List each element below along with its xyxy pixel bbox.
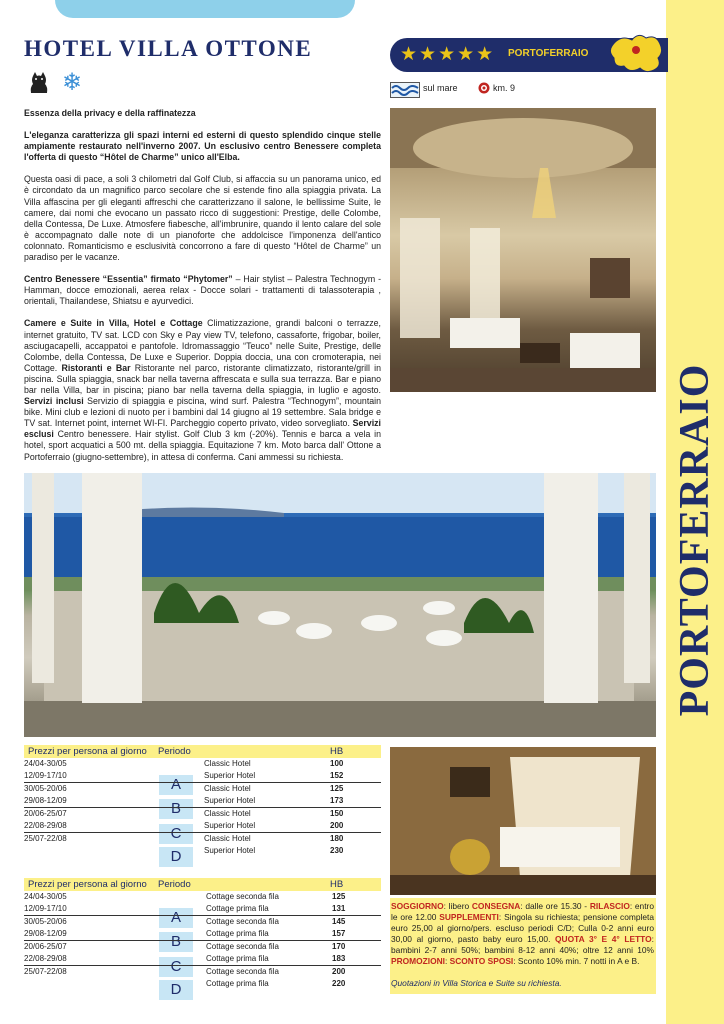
price-cell: 230 xyxy=(330,846,344,855)
date-cell: 22/08-29/08 xyxy=(24,954,67,963)
room-cell: Superior Hotel xyxy=(204,796,256,805)
price-cell: 131 xyxy=(332,904,346,913)
price-table-header xyxy=(24,878,381,891)
room-cell: Classic Hotel xyxy=(204,784,251,793)
room-cell: Superior Hotel xyxy=(204,821,256,830)
table-row xyxy=(24,770,381,783)
date-cell: 29/08-12/09 xyxy=(24,796,67,805)
lounge-photo xyxy=(390,108,656,392)
subtitle: Essenza della privacy e della raffinatezza xyxy=(24,108,196,118)
included-title: Servizi inclusi xyxy=(24,396,84,407)
supplementi-text: : Singola su richiesta; pensione completa euro 25,00 al giorno/pers. escluso periodi C/D; Culla 0-2 anni euro 30,00 al giorno, pasto baby euro 15,00. xyxy=(391,912,654,944)
table-row xyxy=(24,795,381,808)
soggiorno-text: : libero xyxy=(443,901,472,911)
services-paragraph xyxy=(24,318,381,462)
price-table-body xyxy=(24,758,381,865)
hotel-title: HOTEL VILLA OTTONE xyxy=(24,36,313,61)
price-cell: 145 xyxy=(332,917,346,926)
price-cell: 100 xyxy=(330,759,344,768)
price-cell: 180 xyxy=(330,834,344,843)
date-cell: 29/08-12/09 xyxy=(24,929,67,938)
spa-title: Centro Benessere “Essentia” firmato “Phytomer” xyxy=(24,274,233,285)
room-cell: Cottage prima fila xyxy=(206,954,269,963)
sconto-label: SCONTO SPOSI xyxy=(449,956,514,966)
description-paragraph: Questa oasi di pace, a soli 3 chilometri dal Golf Club, si affaccia su un panorama unico, ed è circondato da un magnifico parco secolare che si estende fino alla spiaggia privata. La Villa affascina per gli eleganti affreschi che caratterizzano il salone, le bellissime Suite, le camere, dai nomi che evocano un passato ricco di suggestioni: Prestige, delle Colombe, della Contessa, De Luxe. Atmosfere fiabesche, all'imbrunire, quando il lento calare del sole è accompagnato dalle note di un pianoforte che addolcisce l'imponenza dell'antico colonnato. Romanticismo e esclusività concorrono a fare di questo “Hôtel de Charme” un paradiso per le vacanze. xyxy=(24,174,381,263)
room-cell: Classic Hotel xyxy=(204,809,251,818)
snowflake-icon: ❄ xyxy=(62,69,83,96)
date-cell: 22/08-29/08 xyxy=(24,821,67,830)
included-text: Servizio di spiaggia e piscina, wind surf. Palestra “Technogym”, mountain bike. Mini club e lezioni di nuoto per i bambini dal 14 giugno al 19 settembre. Sala bridge e TV sat. Internet point, internet WI-FI. Parcheggio coperto privato, video sorvegliato. xyxy=(24,396,381,429)
distance-label: km. 9 xyxy=(493,83,516,93)
room-cell: Superior Hotel xyxy=(204,771,256,780)
price-cell: 200 xyxy=(330,821,344,830)
side-title xyxy=(672,350,718,730)
date-cell: 30/05-20/06 xyxy=(24,917,67,926)
header-hb: HB xyxy=(330,879,344,890)
consegna-text: : dalle ore 15.30 - xyxy=(520,901,590,911)
top-decorative-wave xyxy=(55,0,355,18)
table-row xyxy=(24,953,381,966)
price-table-cottage xyxy=(24,878,381,998)
room-cell: Cottage seconda fila xyxy=(206,892,279,901)
price-cell: 125 xyxy=(332,892,346,901)
date-cell: 24/04-30/05 xyxy=(24,892,67,901)
restaurants-text: Ristorante nel parco, ristorante climatizzato, ristorante/grill in piscina. Sulla spiaggia, snack bar nella taverna affrescata e sulla sua terrazza. Bar e piano bar nella Villa, bar in piscina; piano bar nella taverna della spiaggia, in luglio e agosto. xyxy=(24,362,381,395)
cat-icon xyxy=(26,70,52,96)
rooms-title: Camere e Suite in Villa, Hotel e Cottage xyxy=(24,318,203,329)
table-row xyxy=(24,820,381,833)
bedroom-photo xyxy=(390,747,656,895)
price-cell: 125 xyxy=(330,784,344,793)
excluded-title: Servizi esclusi xyxy=(24,418,381,440)
spa-paragraph xyxy=(24,274,381,307)
header-period: Periodo xyxy=(158,879,191,890)
side-title-text: PORTOFERRAIO xyxy=(672,363,718,717)
elba-map-icon xyxy=(606,28,666,78)
info-text xyxy=(390,898,656,967)
header-period: Periodo xyxy=(158,746,191,757)
room-cell: Cottage prima fila xyxy=(206,904,269,913)
price-table-body xyxy=(24,891,381,998)
period-label: A xyxy=(159,908,193,928)
date-cell: 20/06-25/07 xyxy=(24,942,67,951)
date-cell: 30/05-20/06 xyxy=(24,784,67,793)
price-cell: 200 xyxy=(332,967,346,976)
price-cell: 150 xyxy=(330,809,344,818)
price-cell: 220 xyxy=(332,979,346,988)
restaurants-title: Ristoranti e Bar xyxy=(61,362,131,373)
room-cell: Cottage prima fila xyxy=(206,979,269,988)
period-label: B xyxy=(159,799,193,819)
soggiorno-label: SOGGIORNO xyxy=(391,901,444,911)
table-row xyxy=(24,758,381,770)
sea-icon xyxy=(390,82,420,98)
promozioni-text: : xyxy=(444,956,450,966)
spa-text: – Hair stylist – Palestra Technogym - Hamman, docce emozionali, aerea relax - Docce solari - trattamenti di talassoterapia , orientali, Thailandese, Shiatsu e ayurvedici. xyxy=(24,274,381,307)
price-cell: 173 xyxy=(330,796,344,805)
date-cell: 12/09-17/10 xyxy=(24,771,67,780)
quota-text: : bambini 2-7 anni 50%; bambini 8-12 anni 40%; oltre 12 anni 10% xyxy=(391,934,654,955)
target-icon xyxy=(478,82,490,94)
room-cell: Cottage seconda fila xyxy=(206,917,279,926)
price-cell: 170 xyxy=(332,942,346,951)
banner-place: PORTOFERRAIO xyxy=(508,48,589,59)
description-text xyxy=(24,108,381,474)
table-row xyxy=(24,928,381,941)
table-row xyxy=(24,845,381,857)
info-box xyxy=(390,898,656,994)
consegna-label: CONSEGNA xyxy=(471,901,521,911)
table-row xyxy=(24,891,381,903)
price-cell: 183 xyxy=(332,954,346,963)
period-label: D xyxy=(159,847,193,867)
date-cell: 20/06-25/07 xyxy=(24,809,67,818)
date-cell: 24/04-30/05 xyxy=(24,759,67,768)
date-cell: 12/09-17/10 xyxy=(24,904,67,913)
period-label: B xyxy=(159,932,193,952)
quota-label: QUOTA 3° E 4° LETTO xyxy=(555,934,652,944)
room-cell: Cottage seconda fila xyxy=(206,967,279,976)
price-cell: 157 xyxy=(332,929,346,938)
header-label: Prezzi per persona al giorno xyxy=(28,746,147,757)
room-cell: Cottage seconda fila xyxy=(206,942,279,951)
table-row xyxy=(24,833,381,845)
info-note: Quotazioni in Villa Storica e Suite su richiesta. xyxy=(391,978,562,988)
price-table-hotel xyxy=(24,745,381,865)
table-row xyxy=(24,903,381,916)
table-row xyxy=(24,978,381,990)
promozioni-label: PROMOZIONI xyxy=(391,956,445,966)
room-cell: Classic Hotel xyxy=(204,834,251,843)
table-row xyxy=(24,916,381,928)
room-cell: Superior Hotel xyxy=(204,846,256,855)
room-cell: Classic Hotel xyxy=(204,759,251,768)
supplementi-label: SUPPLEMENTI xyxy=(439,912,499,922)
intro-text: L'eleganza caratterizza gli spazi interni ed esterni di questo splendido cinque stelle ampiamente restaurato nell'inverno 2007. Un esclusivo centro Benessere completa l'offerta di questo “Hôtel de Charme” unico all'Elba. xyxy=(24,130,381,163)
table-row xyxy=(24,966,381,978)
rooms-text: Climatizzazione, grandi balconi o terrazze, internet gratuito, TV sat. LCD con Sky e Pay view TV, telefono, cassaforte, frigobar, boiler, asciugacapelli, accappatoi e pantofole. Idromassaggio “Teuco” nelle Suite, Prestige, delle Colombe, della Contessa, De Luxe e Superior. Doppia doccia, una con cromoterapia, nei Cottage. xyxy=(24,318,381,373)
price-cell: 152 xyxy=(330,771,344,780)
table-row xyxy=(24,808,381,820)
sea-label: sul mare xyxy=(423,83,458,93)
star-icon: ★★★★★ xyxy=(400,44,496,65)
room-cell: Cottage prima fila xyxy=(206,929,269,938)
price-table-header xyxy=(24,745,381,758)
period-label: C xyxy=(159,957,193,977)
date-cell: 25/07-22/08 xyxy=(24,834,67,843)
period-label: C xyxy=(159,824,193,844)
sconto-text: : Sconto 10% min. 7 notti in A e B. xyxy=(513,956,640,966)
header-label: Prezzi per persona al giorno xyxy=(28,879,147,890)
table-row xyxy=(24,783,381,795)
rilascio-text: : entro le ore 12.00 xyxy=(391,901,654,922)
header-hb: HB xyxy=(330,746,344,757)
excluded-text: Centro benessere. Hair stylist. Golf Club 3 km (-20%). Tennis e barca a vela in hotel, sport acquatici a 500 mt. della spiaggia. Equitazione 7 km. Moto barca dall' Ottone a Portoferraio (giugno-settembre), in attesa di conferma. Cani ammessi su richiesta. xyxy=(24,429,381,462)
rilascio-label: RILASCIO xyxy=(589,901,630,911)
terrace-photo xyxy=(24,473,656,737)
period-label: A xyxy=(159,775,193,795)
table-row xyxy=(24,941,381,953)
date-cell: 25/07-22/08 xyxy=(24,967,67,976)
period-label: D xyxy=(159,980,193,1000)
